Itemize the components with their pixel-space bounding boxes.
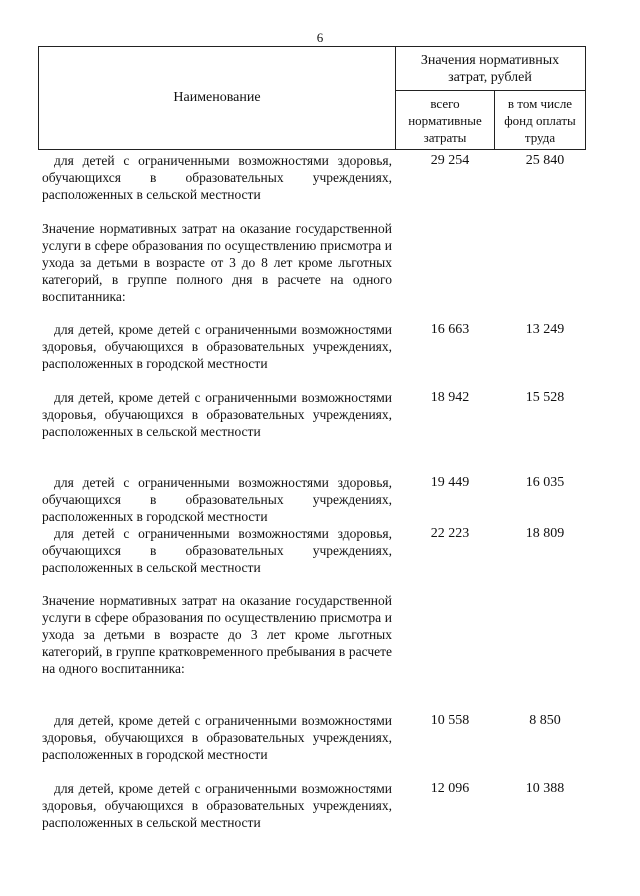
row-description: для детей, кроме детей с ограниченными возможностями здоровья, обучающихся в образовательных учреждениях, расположенных в сельской местности [42, 781, 392, 830]
row-total: 12 096 [430, 781, 470, 796]
row-wage: 15 528 [525, 390, 565, 405]
table-row [42, 389, 590, 440]
header-norm-values: Значения нормативных затрат, рублей [420, 52, 560, 85]
row-description: для детей с ограниченными возможностями здоровья, обучающихся в образовательных учреждениях, расположенных в сельской местности [42, 153, 392, 202]
table-row [42, 780, 590, 831]
row-description: для детей, кроме детей с ограниченными возможностями здоровья, обучающихся в образовательных учреждениях, расположенных в городской местности [42, 713, 392, 762]
table-row [42, 321, 590, 372]
row-description: Значение нормативных затрат на оказание государственной услуги в сфере образования по осуществлению присмотра и ухода за детьми в возрасте до 3 лет кроме льготных категорий, в группе кратковременного пребывания в расчете на одного воспитанника: [42, 593, 392, 676]
table-row [42, 152, 590, 203]
row-description: для детей, кроме детей с ограниченными возможностями здоровья, обучающихся в образовательных учреждениях, расположенных в городской местности [42, 322, 392, 371]
table-row [42, 712, 590, 763]
row-wage: 18 809 [525, 526, 565, 541]
header-col-total: всего нормативные затраты [408, 95, 482, 145]
page-number: 6 [316, 30, 324, 45]
row-wage: 25 840 [525, 153, 565, 168]
row-description: для детей с ограниченными возможностями здоровья, обучающихся в образовательных учреждениях, расположенных в сельской местности [42, 526, 392, 575]
row-wage: 8 850 [529, 713, 561, 728]
table-row [42, 592, 590, 677]
table-row [42, 525, 590, 576]
row-total: 10 558 [430, 713, 470, 728]
row-total: 22 223 [430, 526, 470, 541]
row-description: для детей с ограниченными возможностями здоровья, обучающихся в образовательных учреждениях, расположенных в городской местности [42, 475, 392, 524]
table-row [42, 474, 590, 525]
row-total: 16 663 [430, 322, 470, 337]
table-row [42, 220, 590, 305]
row-total: 29 254 [430, 153, 470, 168]
row-description: для детей, кроме детей с ограниченными возможностями здоровья, обучающихся в образовательных учреждениях, расположенных в сельской местности [42, 390, 392, 439]
row-wage: 10 388 [525, 781, 565, 796]
row-description: Значение нормативных затрат на оказание государственной услуги в сфере образования по осуществлению присмотра и ухода за детьми в возрасте от 3 до 8 лет кроме льготных категорий, в группе полного дня в расчете на одного воспитанника: [42, 221, 392, 304]
row-total: 19 449 [430, 475, 470, 490]
row-total: 18 942 [430, 390, 470, 405]
header-name: Наименование [173, 90, 261, 105]
row-wage: 16 035 [525, 475, 565, 490]
row-wage: 13 249 [525, 322, 565, 337]
table-header [38, 46, 586, 150]
header-col-wage: в том числе фонд оплаты труда [504, 95, 576, 145]
